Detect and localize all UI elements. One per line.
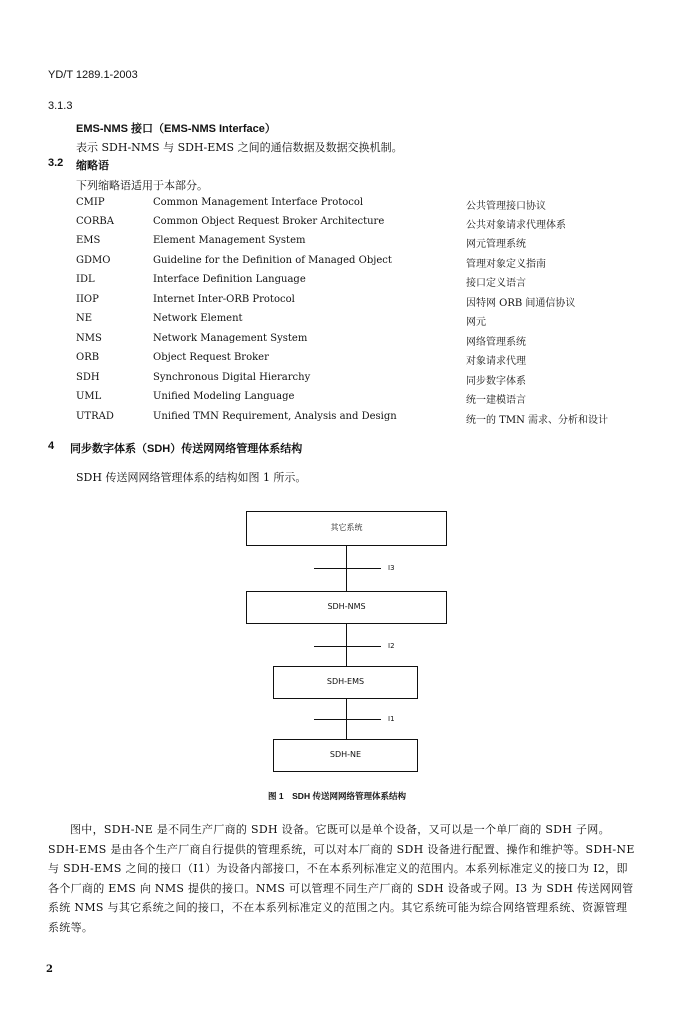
box-sdh-ne-label: SDH-NE xyxy=(329,750,362,759)
section-3-2-number: 3.2 xyxy=(48,157,64,169)
abbr-chinese: 公共对象请求代理体系 xyxy=(466,220,566,231)
abbr-english: Guideline for the Definition of Managed Object xyxy=(153,255,392,266)
abbr-term: SDH xyxy=(76,372,100,383)
interface-i2-label: I2 xyxy=(388,642,395,650)
abbr-english: Unified Modeling Language xyxy=(153,391,295,402)
abbr-chinese: 接口定义语言 xyxy=(466,278,526,289)
box-sdh-ems-label: SDH-EMS xyxy=(326,677,365,686)
section-3-1-3-number: 3.1.3 xyxy=(48,100,73,112)
abbr-chinese: 公共管理接口协议 xyxy=(466,201,546,212)
abbr-english: Network Element xyxy=(153,313,243,324)
abbr-chinese: 网元管理系统 xyxy=(466,239,526,250)
connector-line xyxy=(346,624,347,666)
abbr-english: Interface Definition Language xyxy=(153,274,306,285)
box-sdh-nms xyxy=(246,591,447,624)
abbr-english: Network Management System xyxy=(153,333,308,344)
section-3-1-3-title: EMS-NMS 接口（EMS-NMS Interface） xyxy=(76,123,276,135)
abbr-chinese: 管理对象定义指南 xyxy=(466,259,546,270)
doc-header-id: YD/T 1289.1-2003 xyxy=(48,69,138,81)
abbr-term: UML xyxy=(76,391,102,402)
section-4-intro: SDH 传送网网络管理体系的结构如图 1 所示。 xyxy=(76,471,307,484)
abbr-term: EMS xyxy=(76,235,101,246)
abbr-term: IDL xyxy=(76,274,95,285)
abbr-chinese: 对象请求代理 xyxy=(466,356,526,367)
abbr-chinese: 因特网 ORB 间通信协议 xyxy=(466,298,576,309)
abbr-term: CORBA xyxy=(76,216,114,227)
body-paragraph: 图中，SDH-NE 是不同生产厂商的 SDH 设备。它既可以是单个设备，又可以是一个单厂商的 SDH 子网。SDH-EMS 是由各个生产厂商自行提供的管理系统，可以对本厂商的 SDH 设备进行配置、操作和维护等。SDH-NE 与 SDH-EMS 之间的接口（I1）为设备内部接口，不在本系列标准定义的范围内。本系列标准定义的接口为 I2，即各个厂商的 EMS 向 NMS 提供的接口。NMS 可以管理不同生产厂商的 SDH 设备或子网。I3 为 SDH 传送网网管系统 NMS 与其它系统之间的接口，不在本系列标准定义的范围之内。其它系统可能为综合网络管理系统、资源管理系统等。 xyxy=(48,823,635,934)
box-sdh-nms-label: SDH-NMS xyxy=(327,602,366,611)
abbr-english: Common Object Request Broker Architecture xyxy=(153,216,385,227)
figure-1-caption: 图 1 SDH 传送网网络管理体系结构 xyxy=(268,791,406,801)
abbr-term: NMS xyxy=(76,333,102,344)
abbr-chinese: 统一建模语言 xyxy=(466,395,526,406)
section-3-2-title: 缩略语 xyxy=(76,160,109,172)
section-3-1-3-definition: 表示 SDH-NMS 与 SDH-EMS 之间的通信数据及数据交换机制。 xyxy=(76,141,403,154)
abbr-chinese: 同步数字体系 xyxy=(466,376,526,387)
interface-i1-label: I1 xyxy=(388,715,395,723)
abbr-chinese: 网络管理系统 xyxy=(466,337,526,348)
section-4-number: 4 xyxy=(48,440,55,452)
abbr-english: Synchronous Digital Hierarchy xyxy=(153,372,311,383)
box-sdh-ems xyxy=(273,666,418,699)
box-other-systems xyxy=(246,511,447,546)
page-number: 2 xyxy=(46,964,53,975)
abbr-term: UTRAD xyxy=(76,411,114,422)
box-other-systems-label: 其它系统 xyxy=(330,523,363,532)
abbr-term: ORB xyxy=(76,352,100,363)
abbr-chinese: 网元 xyxy=(466,317,486,328)
abbr-english: Element Management System xyxy=(153,235,306,246)
abbr-english: Object Request Broker xyxy=(153,352,269,363)
interface-tick xyxy=(314,568,381,569)
abbr-term: NE xyxy=(76,313,93,324)
abbr-english: Common Management Interface Protocol xyxy=(153,197,364,208)
abbr-english: Internet Inter-ORB Protocol xyxy=(153,294,295,305)
box-sdh-ne xyxy=(273,739,418,772)
section-3-2-intro: 下列缩略语适用于本部分。 xyxy=(76,179,208,192)
abbr-term: CMIP xyxy=(76,197,105,208)
abbr-term: IIOP xyxy=(76,294,99,305)
interface-tick xyxy=(314,719,381,720)
abbr-english: Unified TMN Requirement, Analysis and Design xyxy=(153,411,397,422)
abbr-term: GDMO xyxy=(76,255,111,266)
interface-i3-label: I3 xyxy=(388,564,395,572)
interface-tick xyxy=(314,646,381,647)
section-4-title: 同步数字体系（SDH）传送网网络管理体系结构 xyxy=(70,443,303,455)
abbr-chinese: 统一的 TMN 需求、分析和设计 xyxy=(466,415,609,426)
